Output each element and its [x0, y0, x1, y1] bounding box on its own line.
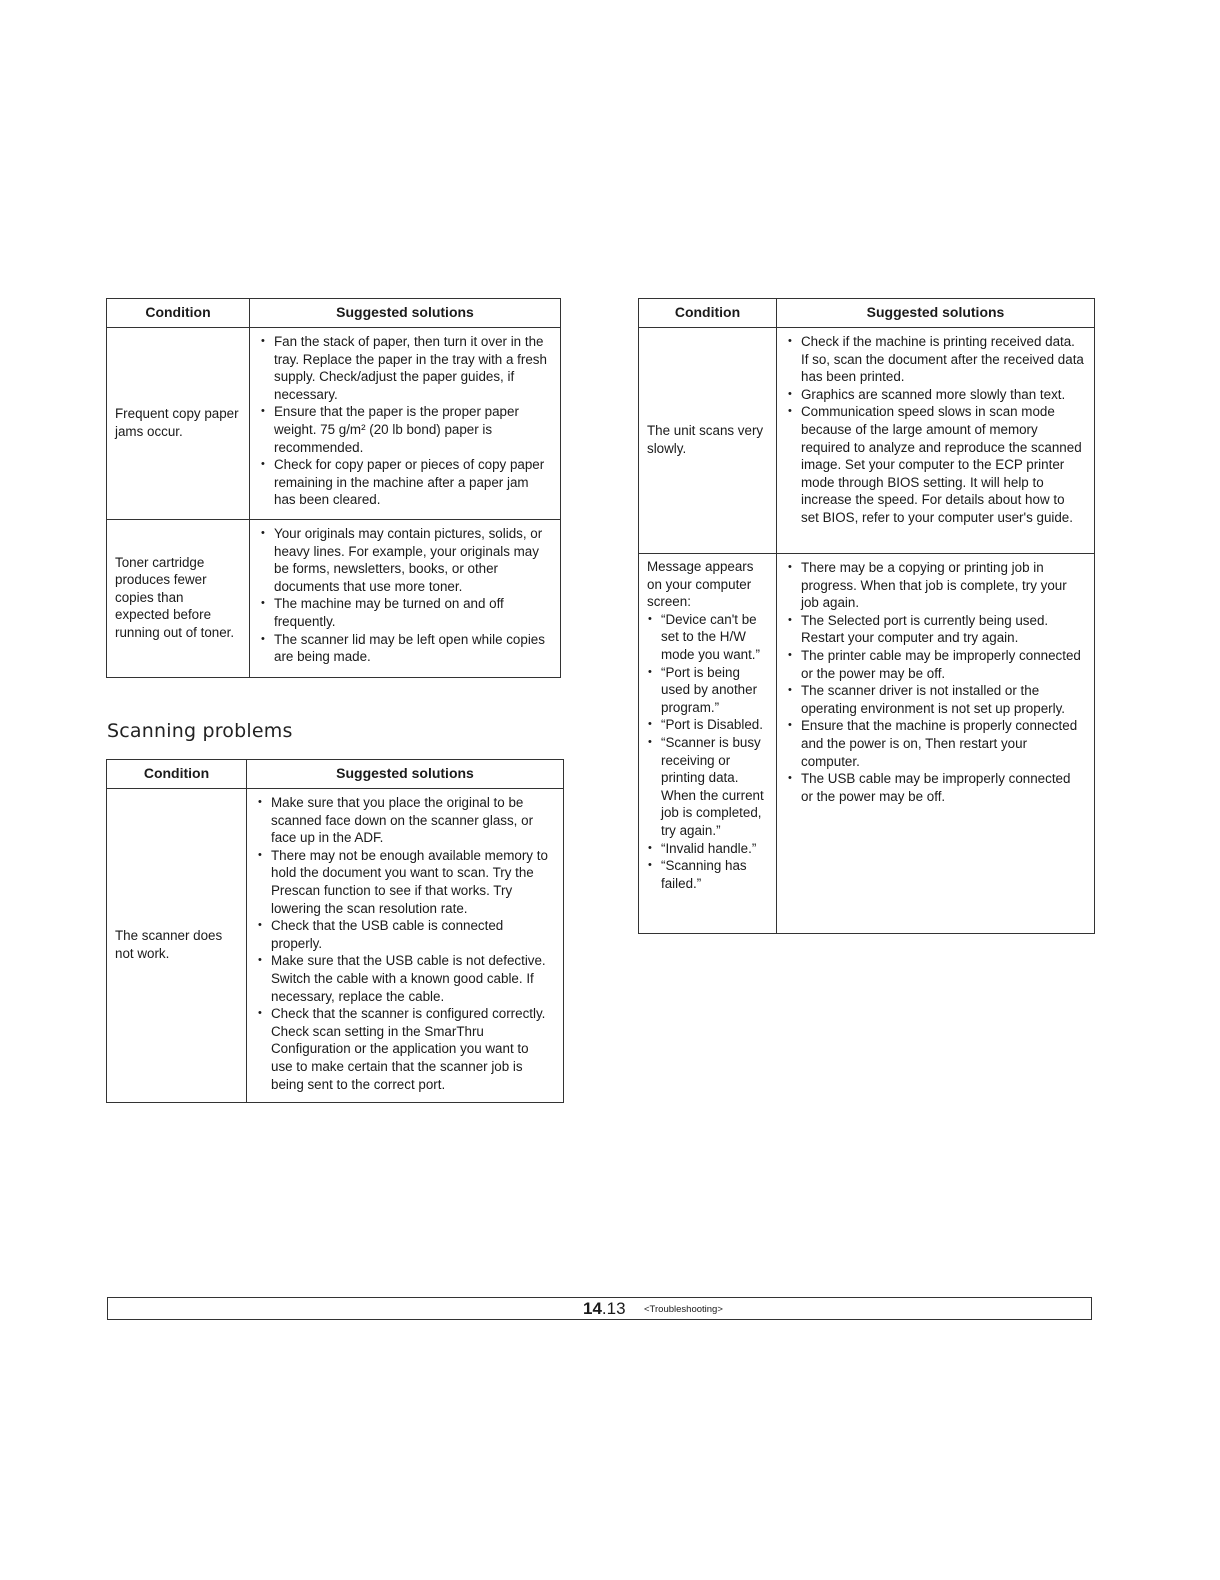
solution-item: • Check for copy paper or pieces of copy paper remaining in the machine after a paper jam has been cleared. — [260, 456, 550, 509]
solutions-list — [257, 794, 553, 1093]
solutions-list — [260, 525, 550, 666]
solutions-cell — [250, 328, 561, 520]
solution-item: • Check that the USB cable is connected properly. — [257, 917, 553, 952]
message-item: • “Scanner is busy receiving or printing data. When the current job is completed, try again.” — [647, 734, 768, 840]
solutions-header: Suggested solutions — [777, 299, 1095, 328]
solution-item: • Check if the machine is printing received data. If so, scan the document after the received data has been printed. — [787, 333, 1084, 386]
solution-item: • Make sure that you place the original to be scanned face down on the scanner glass, or face up in the ADF. — [257, 794, 553, 847]
solution-item: • Graphics are scanned more slowly than text. — [787, 386, 1084, 404]
table-header-row — [639, 299, 1095, 328]
section-title-scanning: Scanning problems — [107, 720, 293, 742]
chapter-name: <Troubleshooting> — [644, 1304, 723, 1315]
solution-item: • The scanner driver is not installed or the operating environment is not set up properly. — [787, 682, 1084, 717]
copying-problems-table — [106, 298, 561, 678]
table-row — [639, 554, 1095, 934]
table-row — [107, 789, 564, 1103]
scanning-problems-table — [106, 759, 564, 1103]
solution-item: • The machine may be turned on and off frequently. — [260, 595, 550, 630]
table-header-row — [107, 760, 564, 789]
solutions-list — [787, 333, 1084, 527]
condition-header: Condition — [107, 299, 250, 328]
solutions-cell — [777, 554, 1095, 934]
solution-item: • Fan the stack of paper, then turn it over in the tray. Replace the paper in the tray with a fresh supply. Check/adjust the paper guides, if necessary. — [260, 333, 550, 403]
chapter-number: 14 — [583, 1299, 602, 1318]
solution-item: • Check that the scanner is configured correctly. Check scan setting in the SmarThru Configuration or the application you want to use to make certain that the scanner job is being sent to the correct port. — [257, 1005, 553, 1093]
condition-header: Condition — [639, 299, 777, 328]
page-sub-number: .13 — [601, 1299, 626, 1318]
solution-item: • The USB cable may be improperly connected or the power may be off. — [787, 770, 1084, 805]
condition-cell: The scanner does not work. — [107, 789, 247, 1103]
table-row — [107, 520, 561, 678]
page-number — [583, 1299, 626, 1319]
condition-text: Message appears on your computer screen: — [647, 559, 754, 610]
message-item: • “Port is being used by another program.” — [647, 664, 768, 717]
solutions-header: Suggested solutions — [247, 760, 564, 789]
condition-cell — [639, 554, 777, 934]
message-item: • “Port is Disabled. — [647, 716, 768, 734]
table-header-row — [107, 299, 561, 328]
solution-item: • Your originals may contain pictures, solids, or heavy lines. For example, your originals may be forms, newsletters, books, or other documents that use more toner. — [260, 525, 550, 595]
page-footer — [107, 1297, 1092, 1320]
table-row — [639, 328, 1095, 554]
solution-item: • There may be a copying or printing job in progress. When that job is complete, try your job again. — [787, 559, 1084, 612]
table-row — [107, 328, 561, 520]
solution-item: • Make sure that the USB cable is not defective. Switch the cable with a known good cable. If necessary, replace the cable. — [257, 952, 553, 1005]
solutions-list — [260, 333, 550, 509]
message-item: • “Scanning has failed.” — [647, 857, 768, 892]
solution-item: • The Selected port is currently being used. Restart your computer and try again. — [787, 612, 1084, 647]
solutions-cell — [250, 520, 561, 678]
solutions-header: Suggested solutions — [250, 299, 561, 328]
condition-header: Condition — [107, 760, 247, 789]
solution-item: • The printer cable may be improperly connected or the power may be off. — [787, 647, 1084, 682]
condition-cell: Frequent copy paper jams occur. — [107, 328, 250, 520]
solutions-cell — [777, 328, 1095, 554]
solution-item: • Ensure that the machine is properly connected and the power is on, Then restart your computer. — [787, 717, 1084, 770]
message-list — [647, 611, 768, 893]
solution-item: • There may not be enough available memory to hold the document you want to scan. Try the Prescan function to see if that works. Try lowering the scan resolution rate. — [257, 847, 553, 917]
solution-item: • Ensure that the paper is the proper paper weight. 75 g/m² (20 lb bond) paper is recommended. — [260, 403, 550, 456]
scanning-problems-continued-table — [638, 298, 1095, 934]
solutions-list — [787, 559, 1084, 805]
message-item: • “Device can't be set to the H/W mode you want.” — [647, 611, 768, 664]
solution-item: • The scanner lid may be left open while copies are being made. — [260, 631, 550, 666]
message-item: • “Invalid handle.” — [647, 840, 768, 858]
solutions-cell — [247, 789, 564, 1103]
solution-item: • Communication speed slows in scan mode because of the large amount of memory required to analyze and reproduce the scanned image. Set your computer to the ECP printer mode through BIOS setting. It will help to increase the speed. For details about how to set BIOS, refer to your computer user's guide. — [787, 403, 1084, 526]
condition-cell: The unit scans very slowly. — [639, 328, 777, 554]
condition-cell: Toner cartridge produces fewer copies than expected before running out of toner. — [107, 520, 250, 678]
